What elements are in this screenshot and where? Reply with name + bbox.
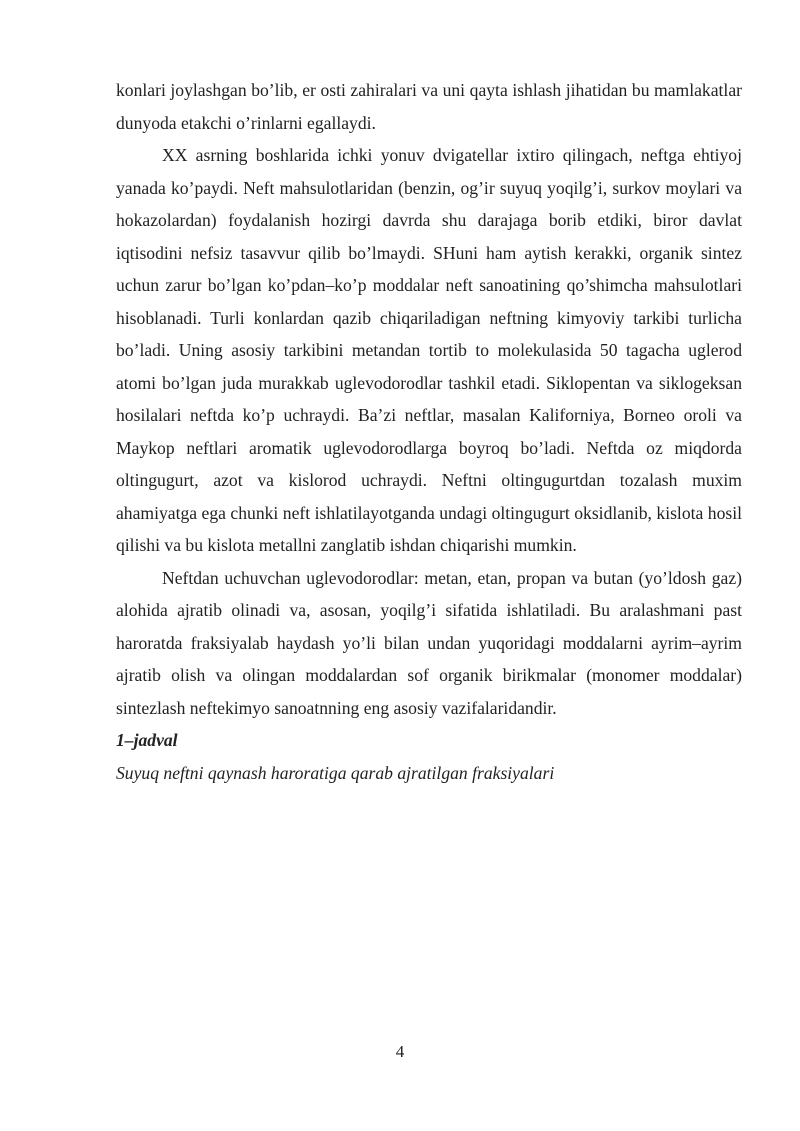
page-number: 4: [395, 1042, 405, 1061]
table-label: 1–jadval: [116, 730, 178, 750]
table-title: Suyuq neftni qaynash haroratiga qarab ajratilgan fraksiyalari: [116, 762, 555, 783]
paragraph-volatile-hydrocarbons: Neftdan uchuvchan uglevodorodlar: metan, etan, propan va butan (yo’ldosh gaz) alohida ajratib olinadi va, asosan, yoqilg’i sifatida ishlatiladi. Bu aralashmani past haroratda fraksiyalab haydash yo’li bilan undan yuqoridagi moddalarni ayrim–ayrim ajratib olish va olingan moddalardan sof organik birikmalar (monomer moddalar) sintezlash neftekimyo sanoatnning eng asosiy vazifalaridandir.: [116, 567, 742, 718]
document-page: [116, 74, 742, 789]
paragraph-oil-demand: XX asrning boshlarida ichki yonuv dvigatellar ixtiro qilingach, neftga ehtiyoj yanada ko’paydi. Neft mahsulotlaridan (benzin, og’ir suyuq yoqilg’i, surkov moylari va hokazolardan) foydalanish hozirgi davrda shu darajaga borib etdiki, biror davlat iqtisodini nefsiz tasavvur qilib bo’lmaydi. SHuni ham aytish kerakki, organik sintez uchun zarur bo’lgan ko’pdan–ko’p moddalar neft sanoatining qo’shimcha mahsulotlari hisoblanadi. Turli konlardan qazib chiqariladigan neftning kimyoviy tarkibi turlicha bo’ladi. Uning asosiy tarkibini metandan tortib to molekulasida 50 tagacha uglerod atomi bo’lgan juda murakkab uglevodorodlar tashkil etadi. Siklopentan va siklogeksan hosilalari neftda ko’p uchraydi. Ba’zi neftlar, masalan Kaliforniya, Borneo oroli va Maykop neftlari aromatik uglevodorodlarga boyroq bo’ladi. Neftda oz miqdorda oltingugurt, azot va kislorod uchraydi. Neftni oltingugurtdan tozalash muxim ahamiyatga ega chunki neft ishlatilayotganda undagi oltingugurt oksidlanib, kislota hosil qilishi va bu kislota metallni zanglatib ishdan chiqarishi mumkin.: [116, 145, 742, 555]
paragraph-continuation: konlari joylashgan bo’lib, er osti zahiralari va uni qayta ishlash jihatidan bu mamlakatlar dunyoda etakchi o’rinlarni egallaydi.: [116, 80, 742, 133]
